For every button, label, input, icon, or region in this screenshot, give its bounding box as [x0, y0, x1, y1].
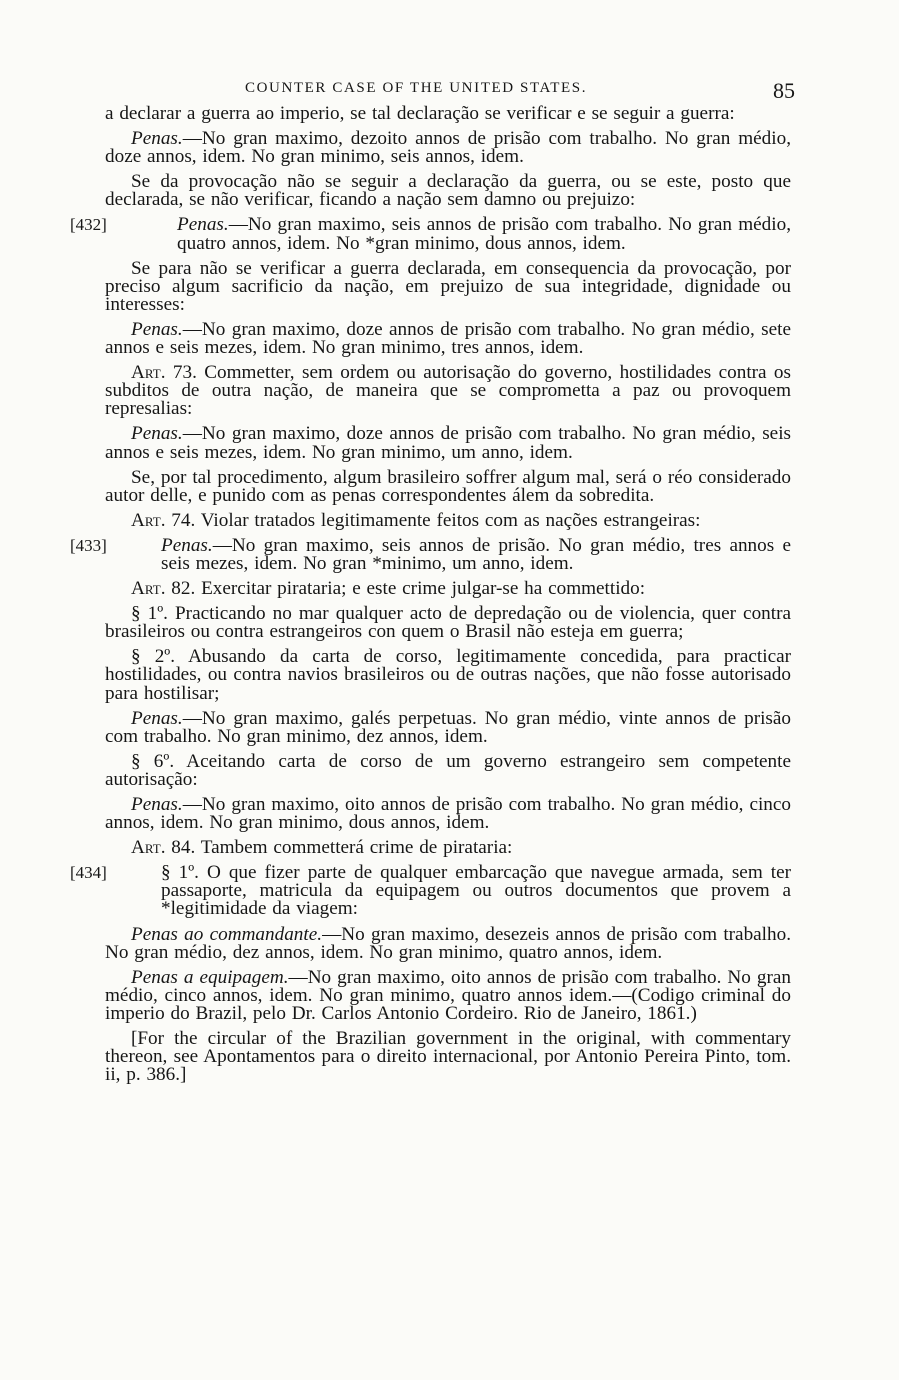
- paragraph-text: —No gran maximo, doze annos de prisão com trabalho. No gran médio, sete annos e seis mezes, idem. No gran minimo, tres annos, idem.: [105, 318, 791, 359]
- text-paragraph: [105, 1030, 791, 1084]
- paragraph-text: —No gran maximo, desezeis annos de prisão com trabalho. No gran médio, dez annos, idem. No gran minimo, quatro annos, idem.: [105, 923, 791, 963]
- margin-page-reference: [434]: [70, 863, 107, 883]
- text-paragraph: [105, 605, 791, 641]
- penalty-paragraph: [105, 130, 791, 166]
- penalty-label: Penas.: [131, 423, 183, 445]
- text-paragraph: [105, 105, 791, 123]
- paragraph-text: § 1º. Practicando no mar qualquer acto de depredação ou de violencia, quer contra brasileiros ou contra estrangeiros con quem o Brasil não esteja em guerra;: [105, 603, 791, 643]
- penalty-label: Penas.: [177, 214, 229, 236]
- penalty-paragraph: [105, 796, 791, 832]
- penalty-label: Penas.: [131, 794, 183, 815]
- paragraph-text: Se, por tal procedimento, algum brasileiro soffrer algum mal, será o réo considerado autor delle, e punido com as penas correspondentes álem da sobredita.: [105, 466, 791, 506]
- article-label: Art.: [131, 837, 166, 859]
- paragraph-text: —No gran maximo, oito annos de prisão com trabalho. No gran médio, cinco annos, idem. No gran minimo, dous annos, idem.: [105, 794, 791, 834]
- paragraph-text: § 1º. O que fizer parte de qualquer embarcação que navegue armada, sem ter passaporte, matricula da equipagem ou outros documentos que provem a *legitimidade da viagem:: [161, 862, 791, 920]
- text-paragraph: [105, 257, 791, 315]
- article-paragraph: [105, 580, 791, 598]
- paragraph-text: —No gran maximo, dezoito annos de prisão com trabalho. No gran médio, doze annos, idem. No gran minimo, seis annos, idem.: [105, 128, 791, 168]
- text-paragraph: [105, 466, 791, 506]
- paragraph-text: § 2º. Abusando da carta de corso, legitimamente concedida, para practicar hostilidades, ou contra navios brasileiros ou de outras nações, que não fosse autorisado para hostilisar;: [105, 646, 791, 704]
- paragraph-text: —No gran maximo, seis annos de prisão com trabalho. No gran médio, quatro annos, idem. No *gran minimo, dous annos, idem.: [177, 214, 791, 254]
- text-paragraph: [105, 750, 791, 790]
- paragraph-text: —No gran maximo, seis annos de prisão. No gran médio, tres annos e seis mezes, idem. No gran *minimo, um anno, idem.: [161, 534, 791, 574]
- text-paragraph: [105, 648, 791, 702]
- penalty-paragraph: [105, 923, 791, 963]
- paragraph-text: Se da provocação não se seguir a declaração da guerra, ou se este, posto que declarada, se não verificar, ficando a nação sem damno ou prejuizo:: [105, 171, 791, 211]
- page-number: 85: [773, 78, 795, 103]
- paragraph-text: —No gran maximo, doze annos de prisão com trabalho. No gran médio, seis annos e seis mezes, idem. No gran minimo, um anno, idem.: [105, 423, 791, 463]
- penalty-paragraph: [105, 707, 791, 747]
- penalty-label: Penas.: [161, 534, 213, 556]
- penalty-paragraph: [70, 214, 791, 254]
- penalty-paragraph: [70, 534, 791, 574]
- penalty-label: Penas.: [131, 318, 183, 340]
- paragraph-text: § 6º. Aceitando carta de corso de um governo estrangeiro sem competente autorisação:: [105, 750, 791, 790]
- text-paragraph: [105, 173, 791, 209]
- running-head: COUNTER CASE OF THE UNITED STATES.: [245, 80, 588, 96]
- article-label: Art.: [131, 362, 166, 384]
- article-paragraph: [105, 509, 791, 531]
- penalty-label: Penas.: [131, 707, 183, 729]
- page-body: [70, 103, 791, 1091]
- margin-page-reference: [432]: [70, 215, 107, 235]
- penalty-label: Penas a equipagem.: [131, 966, 289, 988]
- penalty-label: Penas.: [131, 128, 183, 150]
- penalty-label: Penas ao commandante.: [131, 923, 323, 945]
- paragraph-text: Se para não se verificar a guerra declarada, em consequencia da provocação, por preciso algum sacrificio da nação, em prejuizo de sua integridade, dignidade ou interesses:: [105, 257, 791, 315]
- paragraph-text: —No gran maximo, oito annos de prisão com trabalho. No gran médio, cinco annos, idem. No gran minimo, quatro annos idem.—(Codigo criminal do imperio do Brazil, pelo Dr. Carlos Antonio Cordeiro. Rio de Janeiro, 1861.): [105, 966, 791, 1024]
- paragraph-text: 73. Commetter, sem ordem ou autorisação do governo, hostilidades contra os subditos de outra nação, de maneira que se comprometta a paz ou provoquem represalias:: [105, 362, 791, 420]
- paragraph-text: 74. Violar tratados legitimamente feitos com as nações estrangeiras:: [165, 509, 701, 531]
- article-label: Art.: [131, 509, 166, 531]
- paragraph-text: 82. Exercitar pirataria; e este crime julgar-se ha commettido:: [165, 578, 646, 600]
- paragraph-text: 84. Tambem commetterá crime de pirataria:: [165, 837, 513, 859]
- penalty-paragraph: [105, 425, 791, 461]
- paragraph-text: [For the circular of the Brazilian government in the original, with commentary thereon, see Apontamentos para o direito internacional, por Antonio Pereira Pinto, tom. ii, p. 386.]: [105, 1028, 791, 1086]
- penalty-paragraph: [105, 966, 791, 1024]
- article-paragraph: [105, 364, 791, 418]
- margin-page-reference: [433]: [70, 535, 107, 555]
- text-paragraph: [70, 862, 791, 920]
- article-paragraph: [105, 839, 791, 857]
- paragraph-text: —No gran maximo, galés perpetuas. No gran médio, vinte annos de prisão com trabalho. No gran minimo, dez annos, idem.: [105, 707, 791, 747]
- penalty-paragraph: [105, 318, 791, 359]
- article-label: Art.: [131, 578, 166, 600]
- paragraph-text: a declarar a guerra ao imperio, se tal declaração se verificar e se seguir a guerra:: [105, 103, 735, 124]
